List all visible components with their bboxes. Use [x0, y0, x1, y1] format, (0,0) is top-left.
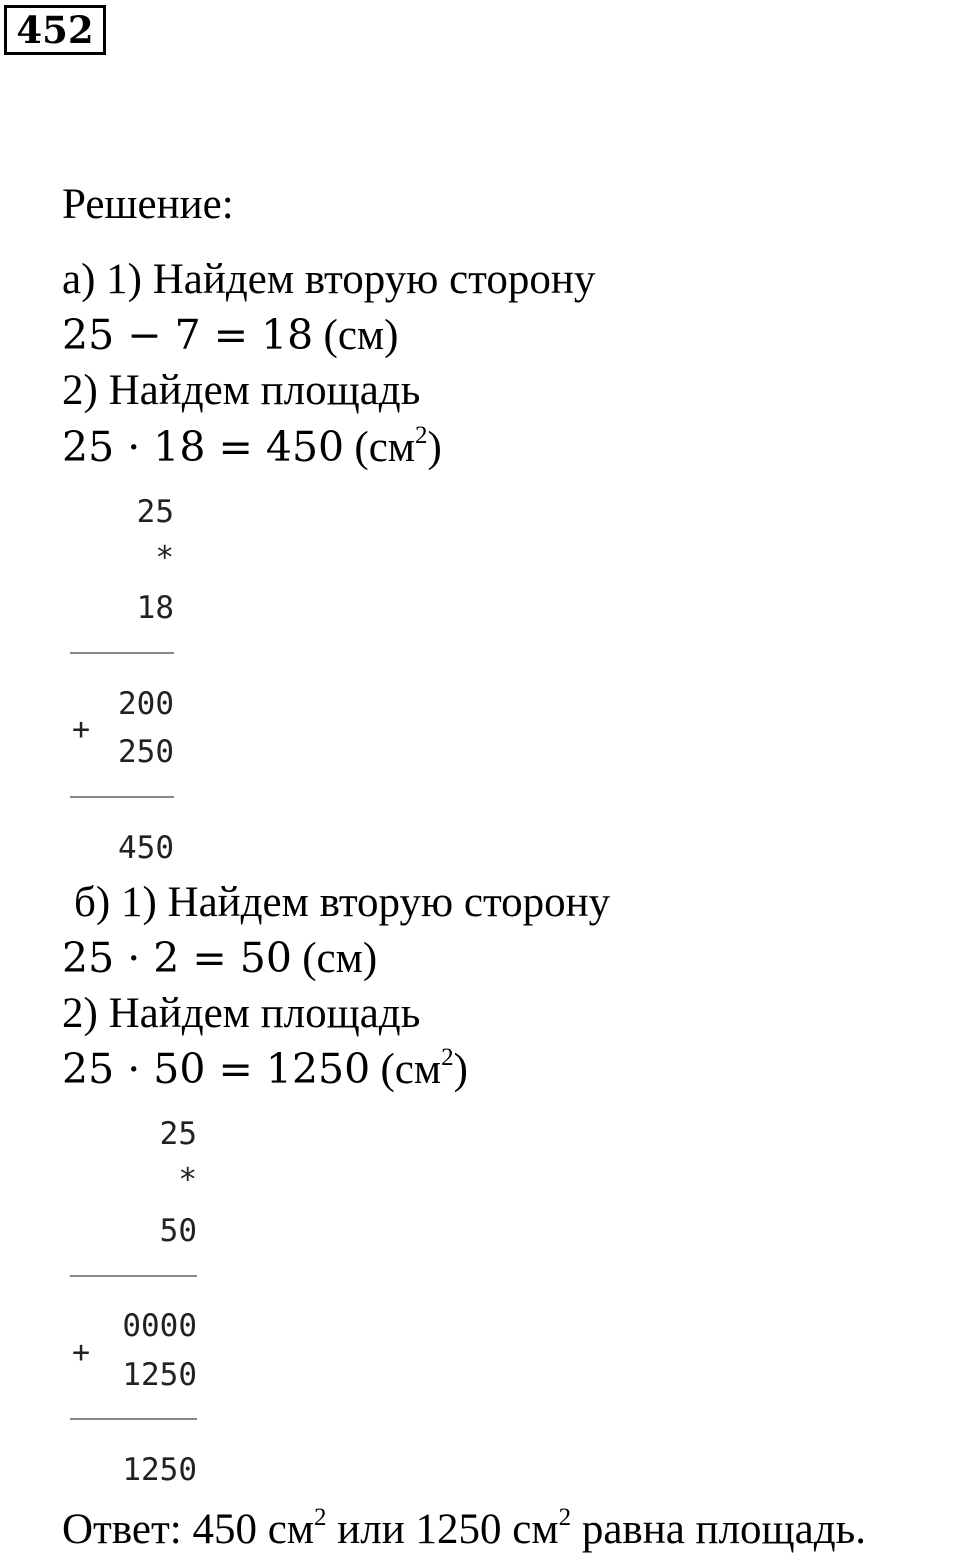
part-b-equation-2	[62, 1044, 468, 1095]
part-b-equation-1	[62, 933, 377, 984]
part-a-col-rule-1	[70, 652, 174, 654]
part-b-eq2-unit: $(см^2)$	[380, 1044, 468, 1093]
part-b-step1: б) 1) Найдем вторую сторону	[74, 879, 611, 926]
part-b-eq2-exponent: 2	[441, 1044, 454, 1071]
part-a-eq2-expr: 25 · 18 = 450	[62, 423, 345, 471]
part-b-eq1-expr: 25 · 2 = 50	[62, 934, 292, 982]
part-b-col-result: 1250	[122, 1452, 197, 1488]
answer-exponent-2: 2	[558, 1504, 572, 1531]
part-a-col-operator: *	[155, 540, 174, 576]
answer-line: Ответ: 450 $см^2$ или 1250 $см^2$ равна площадь.	[62, 1504, 866, 1553]
part-a-step1: а) 1) Найдем вторую сторону	[62, 256, 596, 303]
part-a-eq1-unit: (см)	[323, 312, 399, 359]
part-a-col-plus: +	[72, 712, 91, 747]
part-b-col-partial-1: 0000	[122, 1308, 197, 1344]
part-a-eq2-unit: $(см^2)$	[354, 422, 442, 471]
part-a-col-rule-2	[70, 796, 174, 798]
part-a-equation-1	[62, 310, 398, 361]
task-number-box	[4, 5, 106, 55]
part-b-col-rule-2	[70, 1418, 197, 1420]
solution-heading: Решение:	[62, 181, 234, 228]
part-a-eq1-expr: 25 − 7 = 18	[62, 311, 314, 359]
answer-exponent-1: 2	[314, 1504, 327, 1531]
part-b-col-partial-2: 1250	[122, 1357, 197, 1393]
part-b-col-multiplier: 50	[159, 1213, 197, 1249]
part-a-eq2-exponent: 2	[415, 422, 428, 449]
part-a-col-result: 450	[118, 830, 174, 866]
part-a-col-partial-2: 250	[118, 734, 174, 770]
part-b-col-multiplicand: 25	[159, 1116, 197, 1152]
part-b-col-operator: *	[178, 1162, 197, 1198]
part-b-col-rule-1	[70, 1275, 197, 1277]
part-b-eq2-expr: 25 · 50 = 1250	[62, 1045, 371, 1093]
part-b-eq1-unit: (см)	[302, 935, 378, 982]
part-a-col-multiplier: 18	[136, 590, 174, 626]
part-a-equation-2	[62, 422, 442, 473]
part-a-col-partial-1: 200	[118, 686, 174, 722]
task-number: 452	[16, 8, 94, 52]
part-b-step2: 2) Найдем площадь	[62, 990, 421, 1037]
part-a-step2: 2) Найдем площадь	[62, 367, 421, 414]
part-a-col-multiplicand: 25	[136, 494, 174, 530]
part-b-col-plus: +	[72, 1335, 91, 1370]
